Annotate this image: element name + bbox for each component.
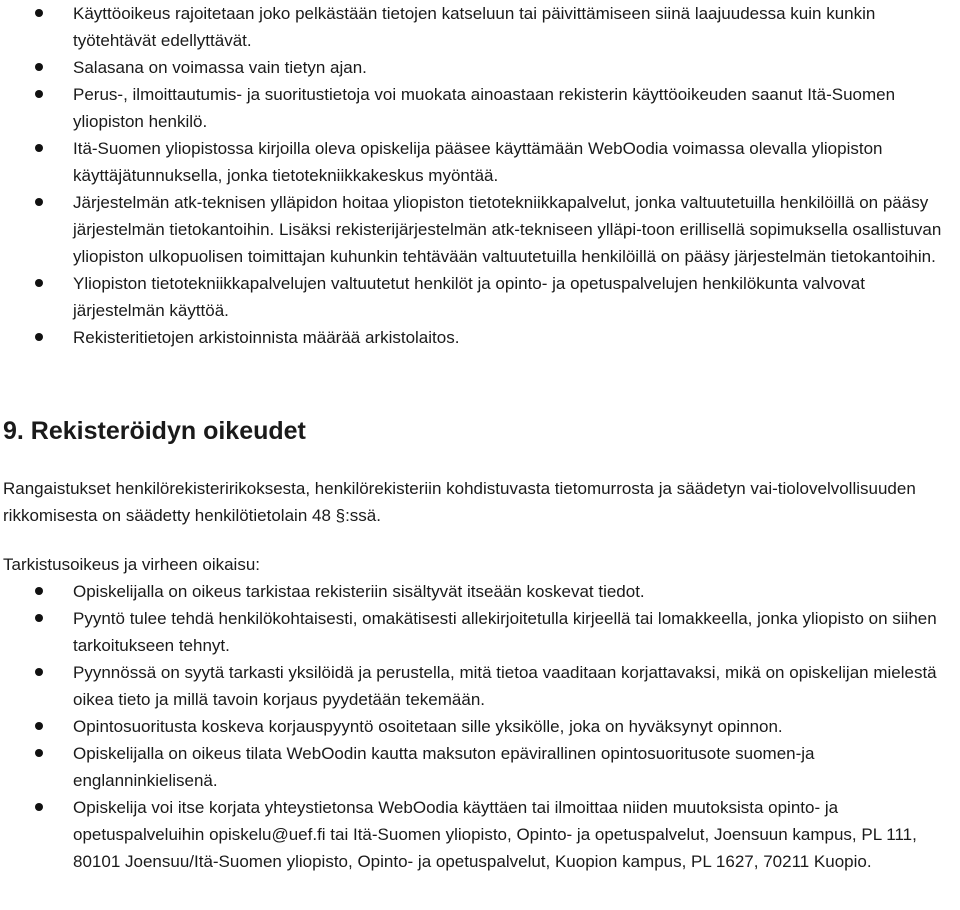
list-item (0, 659, 960, 713)
bullet-icon (35, 9, 43, 17)
list-item-text: Opiskelijalla on oikeus tilata WebOodin kautta maksuton epävirallinen opintosuoritusote suomen-ja englanninkielisenä. (73, 744, 815, 790)
section-heading: 9. Rekisteröidyn oikeudet (3, 417, 306, 445)
list-item-text: Käyttöoikeus rajoitetaan joko pelkästään tietojen katseluun tai päivittämiseen siinä laajuudessa kuin kunkin työtehtävät edellyttävät. (73, 4, 876, 50)
bullet-icon (35, 722, 43, 730)
list-item-text: Itä-Suomen yliopistossa kirjoilla oleva opiskelija pääsee käyttämään WebOodia voimassa olevalla yliopiston käyttäjätunnuksella, jonka tietotekniikkakeskus myöntää. (73, 139, 883, 185)
list-item (0, 713, 960, 740)
bullet-icon (35, 144, 43, 152)
bullet-icon (35, 198, 43, 206)
list-item (0, 270, 960, 324)
bullet-icon (35, 668, 43, 676)
bullet-icon (35, 749, 43, 757)
list-item-text: Pyynnössä on syytä tarkasti yksilöidä ja perustella, mitä tietoa vaaditaan korjattavaksi, mikä on opiskelijan mielestä oikea tieto ja millä tavoin korjaus pyydetään tekemään. (73, 663, 937, 709)
list-item-text: Yliopiston tietotekniikkapalvelujen valtuutetut henkilöt ja opinto- ja opetuspalvelujen henkilökunta valvovat järjestelmän käyttöä. (73, 274, 865, 320)
list-item-text: Opiskelija voi itse korjata yhteystietonsa WebOodia käyttäen tai ilmoittaa niiden muutoksista opinto- ja opetuspalveluihin opiskelu@uef.fi tai Itä-Suomen yliopisto, Opinto- ja opetuspalvelut, Joensuun kampus, PL 111, 80101 Joensuu/Itä-Suomen yliopisto, Opinto- ja opetuspalvelut, Kuopion kampus, PL 1627, 70211 Kuopio. (73, 798, 917, 871)
list-item (0, 81, 960, 135)
list-item (0, 324, 960, 351)
rights-list (0, 578, 960, 875)
list-item-text: Perus-, ilmoittautumis- ja suoritustietoja voi muokata ainoastaan rekisterin käyttöoikeuden saanut Itä-Suomen yliopiston henkilö. (73, 85, 896, 131)
list-item (0, 605, 960, 659)
bullet-icon (35, 587, 43, 595)
penalties-paragraph: Rangaistukset henkilörekisteririkoksesta, henkilörekisteriin kohdistuvasta tietomurrosta ja säädetyn vai-tiolovelvollisuuden rikkomisesta on säädetty henkilötietolain 48 §:ssä. (3, 479, 916, 525)
bullet-icon (35, 803, 43, 811)
list-item (0, 578, 960, 605)
list-item-text: Rekisteritietojen arkistoinnista määrää arkistolaitos. (73, 328, 460, 347)
bullet-icon (35, 63, 43, 71)
rights-subheading: Tarkistusoikeus ja virheen oikaisu: (3, 555, 261, 574)
bullet-icon (35, 333, 43, 341)
list-item (0, 135, 960, 189)
list-item (0, 0, 960, 54)
list-item-text: Järjestelmän atk-teknisen ylläpidon hoitaa yliopiston tietotekniikkapalvelut, jonka valtuutetuilla henkilöillä on pääsy järjestelmän tietokantoihin. Lisäksi rekisterijärjestelmän atk-tekniseen ylläpi-toon erillisellä sopimuksella osallistuvan yliopiston ulkopuolisen toimittajan kuhunkin tehtävään valtuutetuilla henkilöillä on pääsy järjestelmän tietokantoihin. (73, 193, 942, 266)
list-item (0, 740, 960, 794)
bullet-icon (35, 279, 43, 287)
bullet-icon (35, 614, 43, 622)
list-item (0, 54, 960, 81)
list-item-text: Opiskelijalla on oikeus tarkistaa rekisteriin sisältyvät itseään koskevat tiedot. (73, 582, 645, 601)
list-item (0, 189, 960, 270)
list-item-text: Pyyntö tulee tehdä henkilökohtaisesti, omakätisesti allekirjoitetulla kirjeellä tai lomakkeella, jonka yliopisto on siihen tarkoitukseen tehnyt. (73, 609, 937, 655)
access-rules-list (0, 0, 960, 351)
bullet-icon (35, 90, 43, 98)
list-item (0, 794, 960, 875)
list-item-text: Opintosuoritusta koskeva korjauspyyntö osoitetaan sille yksikölle, joka on hyväksynyt opinnon. (73, 717, 783, 736)
list-item-text: Salasana on voimassa vain tietyn ajan. (73, 58, 367, 77)
